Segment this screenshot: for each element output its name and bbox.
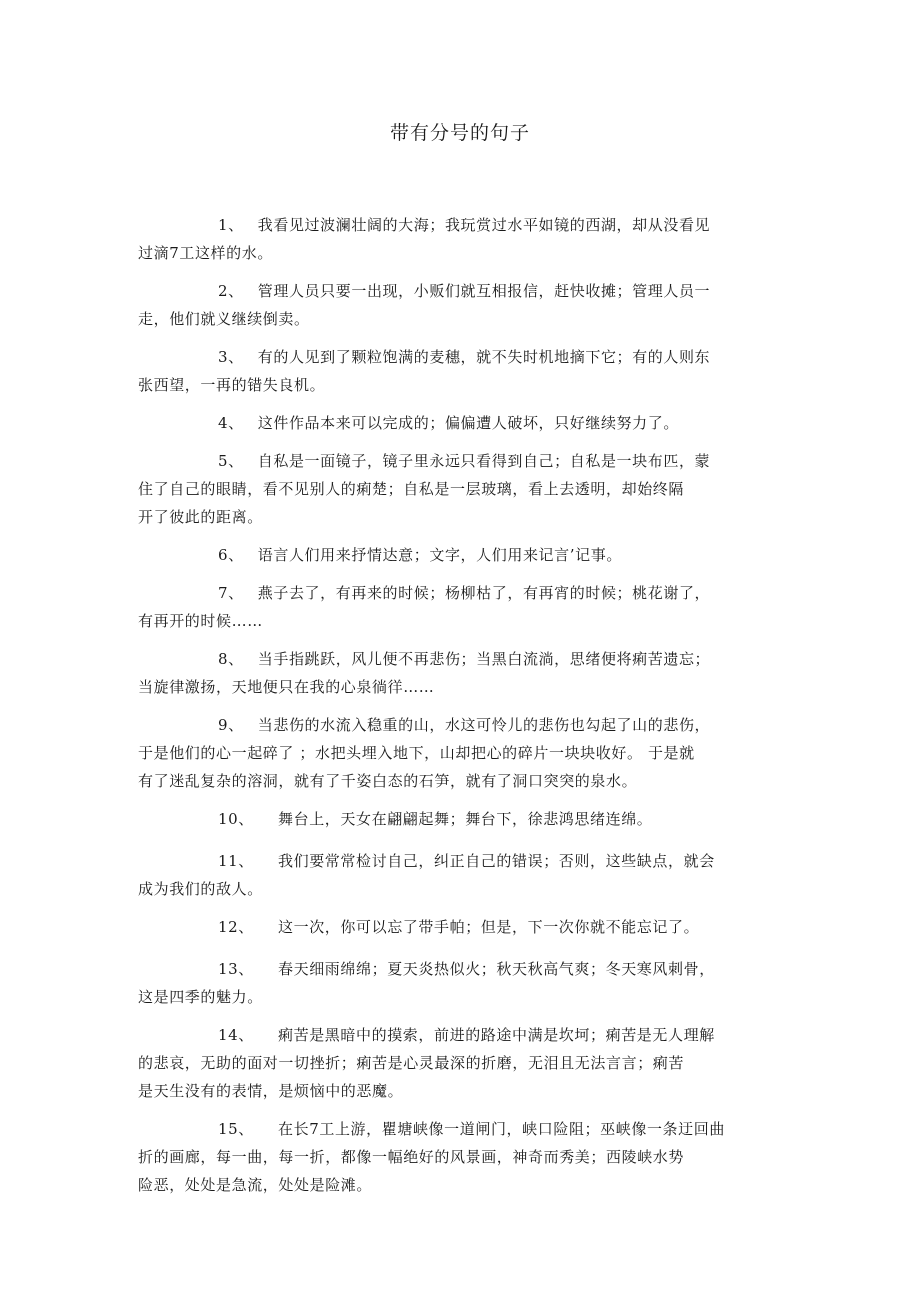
- paragraph-line: [138, 805, 748, 833]
- line-text: 这件作品本来可以完成的；偏偏遭人破坏，只好继续努力了。: [257, 414, 679, 432]
- paragraph-15: [138, 1115, 748, 1199]
- item-number: 10、: [218, 810, 254, 828]
- line-text: 当悲伤的水流入稳重的山，水这可怜儿的悲伤也勾起了山的悲伤，: [257, 716, 711, 734]
- paragraph-line: 这是四季的魅力。: [138, 988, 263, 1006]
- paragraph-14: [138, 1021, 748, 1105]
- paragraph-line: [138, 847, 748, 875]
- paragraph-line: 张西望，一再的错失良机。: [138, 376, 326, 394]
- paragraph-line: [138, 1115, 748, 1143]
- paragraph-line: [138, 447, 748, 475]
- item-number: 9、: [218, 716, 244, 734]
- paragraph-line: [138, 579, 748, 607]
- item-number: 5、: [218, 452, 244, 470]
- line-text: 自私是一面镜子，镜子里永远只看得到自己；自私是一块布匹，蒙: [257, 452, 711, 470]
- line-text: 当手指跳跃，风儿便不再悲伤；当黑白流淌，思绪便将痢苦遗忘；: [257, 650, 711, 668]
- paragraph-line: 有了迷乱复杂的溶洞，就有了千姿白态的石笋，就有了洞口突突的泉水。: [138, 772, 638, 790]
- paragraph-line: 走，他们就义继续倒卖。: [138, 310, 310, 328]
- item-number: 14、: [218, 1026, 254, 1044]
- paragraph-3: [138, 343, 748, 399]
- paragraph-line: 于是他们的心一起碎了 ；水把头埋入地下，山却把心的碎片一块块收好。 于是就: [138, 744, 695, 762]
- paragraph-line: 开了彼此的距离。: [138, 508, 263, 526]
- paragraph-9: [138, 711, 748, 795]
- paragraph-line: 的悲哀，无助的面对一切挫折；痢苦是心灵最深的折磨，无泪且无法言言；痢苦: [138, 1054, 685, 1072]
- paragraph-line: [138, 913, 748, 941]
- item-number: 11、: [218, 852, 254, 870]
- item-number: 8、: [218, 650, 244, 668]
- paragraph-12: [138, 913, 748, 941]
- paragraph-line: [138, 409, 748, 437]
- item-number: 13、: [218, 960, 254, 978]
- paragraph-line: 过滴7工这样的水。: [138, 244, 273, 262]
- item-number: 7、: [218, 584, 244, 602]
- paragraph-line: [138, 343, 748, 371]
- document-title: 带有分号的句子: [389, 122, 530, 144]
- line-text: 在长7工上游，瞿塘峡像一道闸门，峡口险阻；巫峡像一条迂回曲: [278, 1120, 725, 1138]
- paragraph-1: [138, 211, 748, 267]
- paragraph-11: [138, 847, 748, 903]
- line-text: 春天细雨绵绵；夏天炎热似火；秋天秋高气爽；冬天寒风刺骨，: [278, 960, 715, 978]
- paragraph-line: 有再开的时候……: [138, 612, 263, 630]
- paragraph-4: [138, 409, 748, 437]
- paragraph-2: [138, 277, 748, 333]
- item-number: 4、: [218, 414, 244, 432]
- line-text: 管理人员只要一出现，小贩们就互相报信，赶快收摊；管理人员一: [257, 282, 711, 300]
- line-text: 燕子去了，有再来的时候；杨柳枯了，有再宵的时候；桃花谢了，: [257, 584, 711, 602]
- line-text: 痢苦是黑暗中的摸索，前进的路途中满是坎坷；痢苦是无人理解: [278, 1026, 715, 1044]
- paragraph-line: [138, 711, 748, 739]
- paragraph-line: 险恶，处处是急流，处处是险滩。: [138, 1176, 373, 1194]
- paragraph-line: 折的画廊，每一曲，每一折，都像一幅绝好的风景画，神奇而秀美；西陵峡水势: [138, 1148, 685, 1166]
- paragraph-6: [138, 541, 748, 569]
- paragraph-line: [138, 211, 748, 239]
- line-text: 舞台上，天女在翩翩起舞；舞台下，徐悲鸿思绪连绵。: [278, 810, 653, 828]
- paragraph-7: [138, 579, 748, 635]
- line-text: 有的人见到了颗粒饱满的麦穗，就不失时机地摘下它；有的人则东: [257, 348, 711, 366]
- line-text: 我看见过波澜壮阔的大海；我玩赏过水平如镜的西湖，却从没看见: [257, 216, 711, 234]
- item-number: 6、: [218, 546, 244, 564]
- paragraph-line: 是天生没有的表情，是烦恼中的恶魔。: [138, 1082, 404, 1100]
- item-number: 15、: [218, 1120, 254, 1138]
- paragraph-13: [138, 955, 748, 1011]
- paragraph-8: [138, 645, 748, 701]
- paragraph-line: [138, 541, 748, 569]
- paragraph-line: 成为我们的敌人。: [138, 880, 263, 898]
- item-number: 2、: [218, 282, 244, 300]
- paragraph-10: [138, 805, 748, 833]
- paragraph-line: 住了自己的眼睛，看不见别人的痢楚；自私是一层玻璃，看上去透明，却始终隔: [138, 480, 685, 498]
- paragraph-line: [138, 645, 748, 673]
- item-number: 1、: [218, 216, 244, 234]
- document-body: [138, 211, 748, 1199]
- line-text: 我们要常常检讨自己，纠正自己的错误；否则，这些缺点，就会: [278, 852, 715, 870]
- paragraph-line: [138, 955, 748, 983]
- paragraph-line: [138, 277, 748, 305]
- paragraph-line: [138, 1021, 748, 1049]
- item-number: 12、: [218, 918, 254, 936]
- paragraph-5: [138, 447, 748, 531]
- item-number: 3、: [218, 348, 244, 366]
- line-text: 语言人们用来抒情达意；文字，人们用来记言’记事。: [257, 546, 622, 564]
- line-text: 这一次，你可以忘了带手帕；但是，下一次你就不能忘记了。: [278, 918, 700, 936]
- paragraph-line: 当旋律激扬，天地便只在我的心泉徜徉……: [138, 678, 435, 696]
